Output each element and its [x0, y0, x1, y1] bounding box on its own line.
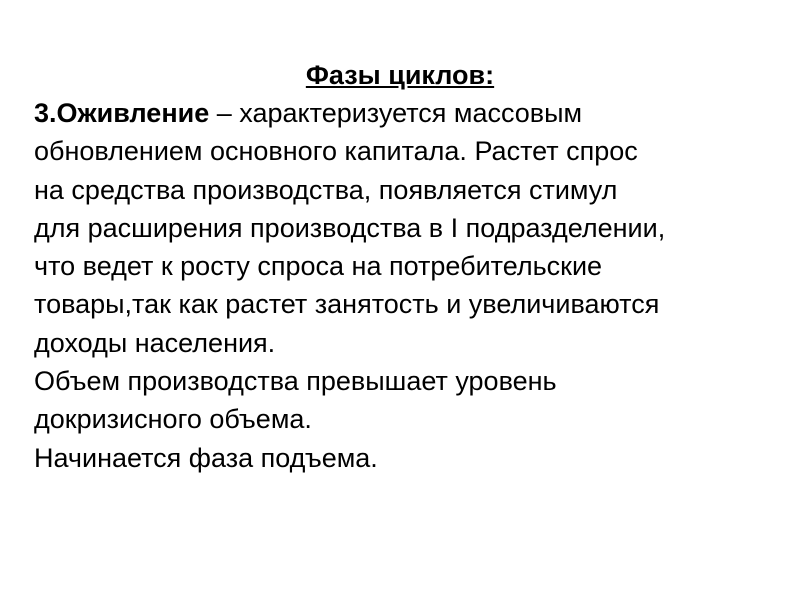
text-line: Начинается фаза подъема. [34, 442, 378, 473]
paragraph-next-phase [34, 439, 774, 477]
text-line: Объем производства превышает уровень [34, 366, 557, 397]
text-line: для расширения производства в I подразделении, [34, 212, 666, 243]
paragraph-revival [34, 94, 774, 362]
slide-title: Фазы циклов: [305, 60, 495, 90]
text-line: на средства производства, появляется стимул [34, 174, 618, 205]
text-line: товары,так как растет занятость и увеличиваются [34, 289, 660, 320]
paragraph-production-volume [34, 362, 774, 439]
text-line: что ведет к росту спроса на потребительские [34, 251, 603, 282]
text-line: доходы населения. [34, 327, 276, 358]
phase-term: 3.Оживление [34, 98, 210, 128]
text-line: докризисного объема. [34, 404, 312, 435]
text-line [34, 98, 582, 128]
text-line: обновлением основного капитала. Растет спрос [34, 136, 638, 167]
slide-body [34, 94, 774, 477]
text-fragment: – характеризуется массовым [209, 98, 583, 128]
